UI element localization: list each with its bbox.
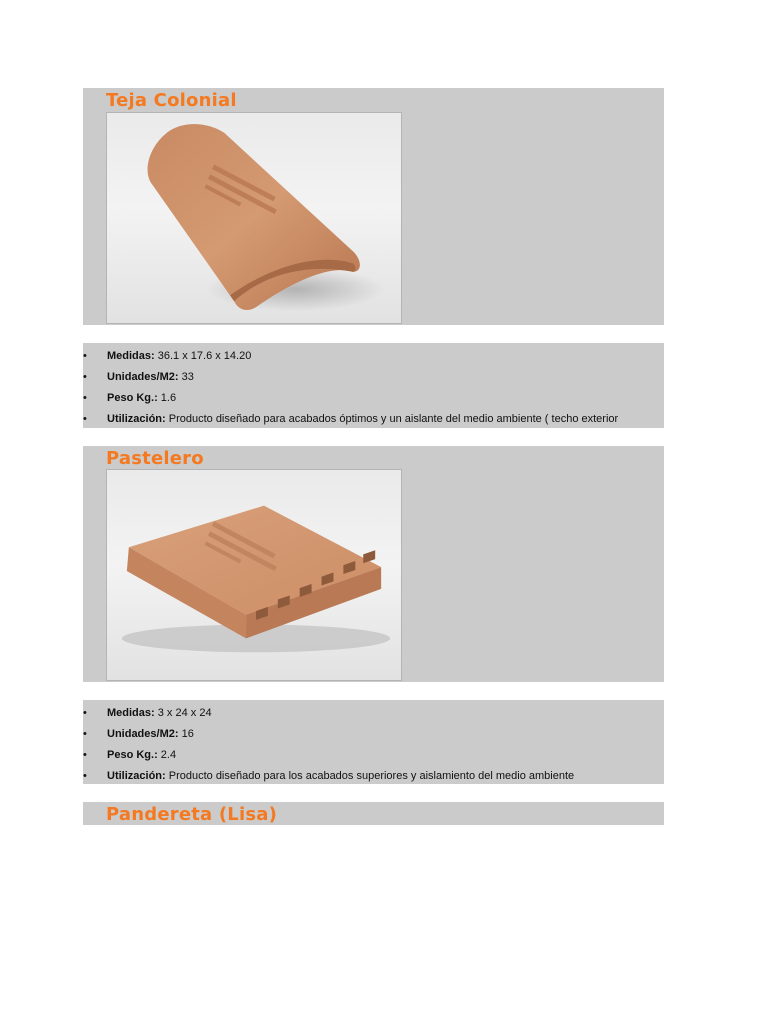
spec-label: Peso Kg.: xyxy=(107,749,158,761)
bullet: • xyxy=(83,413,87,425)
spec-value: 33 xyxy=(181,371,194,383)
bullet: • xyxy=(83,770,87,782)
spec-label: Unidades/M2: xyxy=(107,371,179,383)
spec-value: 2.4 xyxy=(160,749,177,761)
bullet: • xyxy=(83,707,87,719)
spec-value: 36.1 x 17.6 x 14.20 xyxy=(157,350,252,362)
spec-label: Unidades/M2: xyxy=(107,728,179,740)
pastelero-image xyxy=(106,469,402,681)
spec-label: Utilización: xyxy=(107,770,166,782)
teja-colonial-image xyxy=(106,112,402,324)
bullet: • xyxy=(83,749,87,761)
bullet: • xyxy=(83,371,87,383)
pandereta-title: Pandereta (Lisa) xyxy=(106,804,278,825)
spec-label: Peso Kg.: xyxy=(107,392,158,404)
teja-colonial-title: Teja Colonial xyxy=(106,90,237,111)
bullet: • xyxy=(83,728,87,740)
spec-label: Utilización: xyxy=(107,413,166,425)
spec-label: Medidas: xyxy=(107,350,155,362)
spec-value: 3 x 24 x 24 xyxy=(157,707,212,719)
spec-label: Medidas: xyxy=(107,707,155,719)
bullet: • xyxy=(83,392,87,404)
spec-value: 16 xyxy=(181,728,194,740)
pastelero-title: Pastelero xyxy=(106,448,204,469)
spec-value: Producto diseñado para los acabados superiores y aislamiento del medio ambiente xyxy=(168,770,575,782)
spec-value: Producto diseñado para acabados óptimos y un aislante del medio ambiente ( techo exterior xyxy=(168,413,619,425)
spec-value: 1.6 xyxy=(160,392,177,404)
bullet: • xyxy=(83,350,87,362)
